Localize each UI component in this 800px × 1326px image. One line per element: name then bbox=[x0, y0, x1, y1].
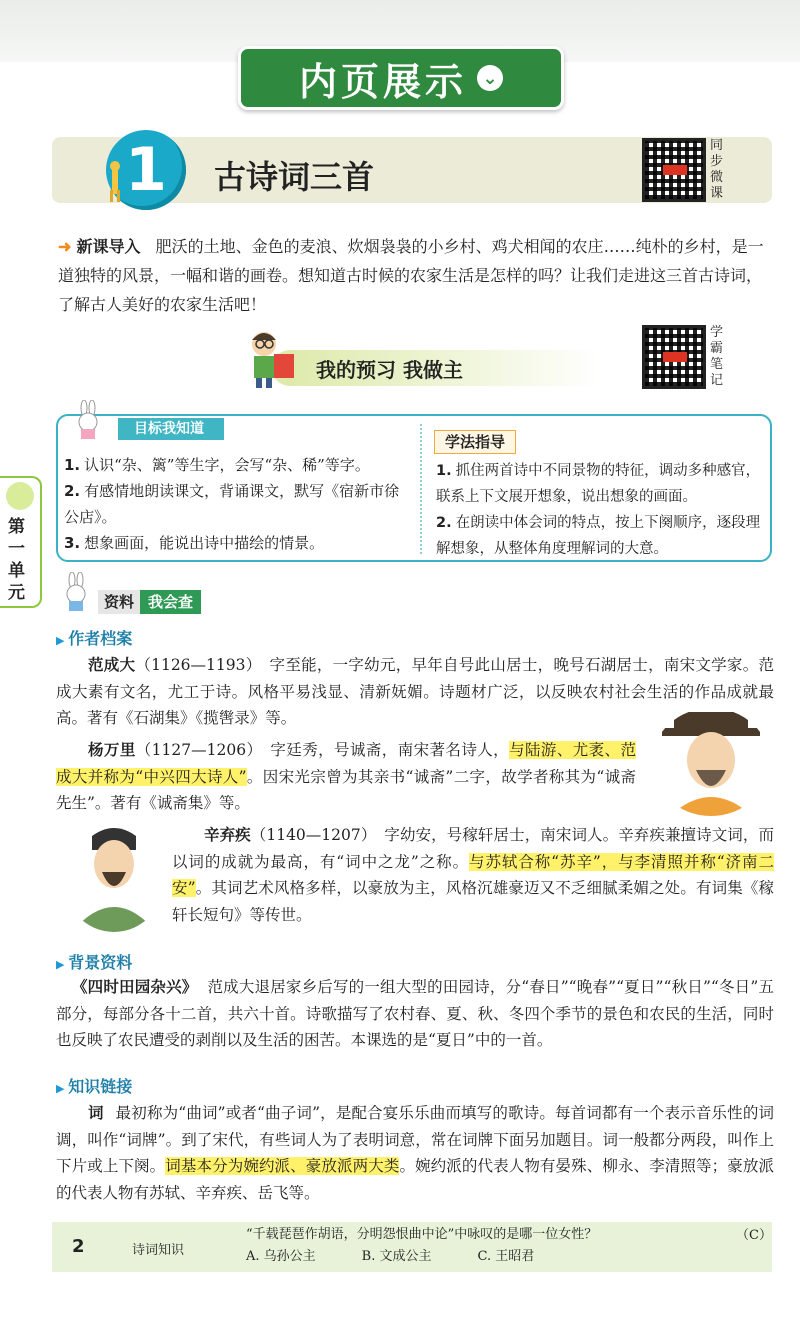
background-text: 《四时田园杂兴》 范成大退居家乡后写的一组大型的田园诗，分“春日”“晚春”“夏日”“秋日”“冬日”五部分，每部分各十二首，共六十首。诗歌描写了农村春、夏、秋、冬四个季节的景色和农民的生活，同时也反映了农民遭受的剥削以及生活的困苦。本课选的是“夏日”中的一首。 bbox=[56, 978, 774, 1049]
author-xin: 辛弃疾（1140—1207） 字幼安，号稼轩居士，南宋词人。辛弃疾兼擅诗文词，而以词的成就为最高，有“词中之龙”之称。与苏轼合称“苏辛”，与李清照并称“济南二安”。其词艺术风格多样，以豪放为主，风格沉雄豪迈又不乏细腻柔媚之处。有词集《稼轩长短句》等传世。 bbox=[172, 826, 774, 924]
unit-label: 第 一 单 元 bbox=[8, 517, 25, 603]
option-b: B. 文成公主 bbox=[361, 1249, 432, 1264]
reference-tab bbox=[98, 590, 201, 614]
intro-heading: 新课导入 bbox=[76, 237, 141, 256]
knowledge-text: 词 最初称为“曲词”或者“曲子词”，是配合宴乐乐曲而填写的歌诗。每首词都有一个表示音乐性的词调，叫作“词牌”。到了宋代，有些词人为了表明词意，常在词牌下面另加题目。词一般都分两段，叫作上下片或上下阕。词基本分为婉约派、豪放派两大类。婉约派的代表人物有晏殊、柳永、李清照等；豪放派的代表人物有苏轼、辛弃疾、岳飞等。 bbox=[56, 1104, 774, 1202]
footer-label: 诗词知识 bbox=[132, 1243, 185, 1258]
reference-tab-a: 资料 bbox=[98, 590, 140, 614]
option-a: A. 乌孙公主 bbox=[246, 1249, 316, 1264]
method-list bbox=[436, 458, 770, 562]
author-fan: 范成大（1126—1193） 字至能，一字幼元，早年自号此山居士，晚号石湖居士，南宋文学家。范成大素有文名，尤工于诗。风格平易浅显、清新妩媚。诗题材广泛，以反映农村社会生活的作品成就最高。著有《石湖集》《揽辔录》等。 bbox=[56, 656, 774, 727]
rabbit-icon bbox=[60, 572, 96, 612]
list-item: 3. 想象画面，能说出诗中描绘的情景。 bbox=[64, 534, 325, 552]
list-item: 2. 有感情地朗读课文，背诵课文，默写《宿新市徐公店》。 bbox=[64, 482, 400, 526]
reference-tab-b: 我会查 bbox=[140, 590, 201, 614]
qr-label-notes: 学 霸 笔 记 bbox=[710, 325, 724, 388]
rabbit-icon bbox=[72, 400, 108, 440]
qr-code-icon[interactable] bbox=[642, 325, 706, 389]
portrait-xin-image bbox=[62, 820, 166, 932]
qr-code-icon[interactable] bbox=[642, 138, 706, 202]
chevron-down-icon[interactable]: ⌄ bbox=[477, 65, 503, 91]
option-c: C. 王昭君 bbox=[477, 1249, 535, 1264]
section-heading: ▶ 作者档案 bbox=[56, 626, 132, 649]
goals-tab: 目标我知道 bbox=[118, 418, 224, 440]
page-banner bbox=[238, 46, 564, 110]
footer-question: “千载琵琶作胡语，分明怨恨曲中论”中咏叹的是哪一位女性？ A. 乌孙公主 B. 文成公主 C. 王昭君 bbox=[246, 1224, 597, 1268]
section-heading: ▶ 背景资料 bbox=[56, 950, 132, 973]
lesson-title: 古诗词三首 bbox=[214, 158, 375, 196]
page-number: 2 bbox=[72, 1236, 85, 1257]
lesson-number: 1 bbox=[106, 130, 186, 210]
banner-title: 内页展示 bbox=[298, 59, 467, 104]
giraffe-icon bbox=[104, 160, 128, 204]
section-heading: ▶ 知识链接 bbox=[56, 1074, 132, 1097]
arrow-right-icon: ➜ bbox=[58, 237, 72, 256]
method-tab: 学法指导 bbox=[434, 430, 516, 454]
portrait-yang-image bbox=[652, 708, 770, 816]
author-yang: 杨万里（1127—1206） 字廷秀，号诚斋，南宋著名诗人，与陆游、尤袤、范成大并称为“中兴四大诗人”。因宋光宗曾为其亲书“诚斋”二字，故学者称其为“诚斋先生”。著有《诚斋集》等。 bbox=[56, 741, 636, 812]
student-boy-icon bbox=[238, 326, 302, 390]
list-item: 1. 认识“杂、篱”等生字，会写“杂、稀”等字。 bbox=[64, 456, 370, 474]
preview-title: 我的预习 我做主 bbox=[316, 358, 463, 382]
qr-label-micro-lesson: 同 步 微 课 bbox=[710, 138, 724, 201]
divider bbox=[420, 424, 422, 554]
footer-answer: （C） bbox=[736, 1228, 772, 1243]
rabbit-icon bbox=[6, 482, 34, 510]
intro-paragraph bbox=[58, 232, 774, 319]
goals-list bbox=[64, 452, 414, 556]
list-item: 2. 在朗读中体会词的特点，按上下阕顺序，逐段理解想象，从整体角度理解词的大意。 bbox=[436, 515, 761, 557]
intro-text: 肥沃的土地、金色的麦浪、炊烟袅袅的小乡村、鸡犬相闻的农庄……纯朴的乡村，是一道独特的风景，一幅和谐的画卷。想知道古时候的农家生活是怎样的吗？让我们走进这三首古诗词，了解古人美好的农家生活吧！ bbox=[58, 237, 764, 314]
list-item: 1. 抓住两首诗中不同景物的特征，调动多种感官，联系上下文展开想象，说出想象的画面。 bbox=[436, 463, 761, 505]
